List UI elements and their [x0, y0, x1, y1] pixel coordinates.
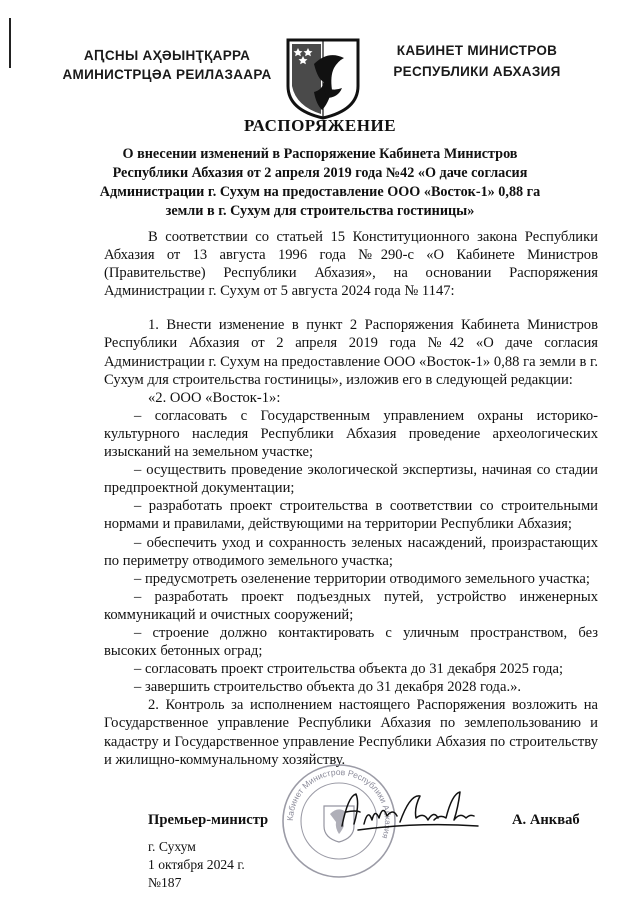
svg-text:Кабинет Министров Республики А: Кабинет Министров Республики Абхазия: [284, 766, 394, 841]
list-item: – согласовать с Государственным управлением охраны историко-культурного наследия Республики Абхазия проведение археологических изысканий на земельном участке;: [104, 407, 598, 461]
document-body: [104, 228, 598, 769]
list-item: – строение должно контактировать с уличным пространством, без высоких бетонных оград;: [104, 624, 598, 660]
footer-number: №187: [148, 875, 182, 890]
state-emblem-icon: [284, 34, 362, 120]
list-item: – разработать проект строительства в соответствии со строительными нормами и правилами, действующими на территории Республики Абхазия;: [104, 498, 598, 533]
footer-city: г. Сухум: [148, 839, 196, 854]
document-subject: О внесении изменений в Распоряжение Кабинета Министров Республики Абхазия от 2 апреля 2019 года №42 «О даче согласия Администрации г. Сухум на предоставление ООО «Восток-1» 0,88 га земли в г. Сухум для строительства гостиницы»: [99, 146, 541, 219]
header-russian-line2: РЕСПУБЛИКИ АБХАЗИЯ: [393, 64, 561, 79]
preamble-paragraph: В соответствии со статьей 15 Конституционного закона Республики Абхазия от 13 августа 1996 года №290-с «О Кабинете Министров (Правительстве) Республики Абхазия», на основании Распоряжения Администрации г. Сухум от 5 августа 2024 года № 1147:: [104, 229, 598, 300]
list-item: – согласовать проект строительства объекта до 31 декабря 2025 года;: [134, 661, 564, 678]
header-abkhaz-line1: АԤСНЫ АҲӘЫНҬҚАРРА: [83, 48, 251, 63]
header-abkhaz-line2: АМИНИСТРЦӘА РЕИЛАЗААРА: [62, 67, 272, 82]
header-russian-line1: КАБИНЕТ МИНИСТРОВ: [396, 43, 558, 58]
scan-edge-line: [9, 18, 11, 68]
header-abkhaz: [58, 46, 276, 84]
list-item: – обеспечить уход и сохранность зеленых насаждений, произрастающих по периметру отводимого земельного участка;: [104, 534, 598, 569]
list-item: – разработать проект подъездных путей, устройство инженерных коммуникаций и очистных сооружений;: [104, 588, 598, 623]
list-item: – предусмотреть озеленение территории отводимого земельного участка;: [134, 570, 590, 587]
handwritten-signature-icon: [338, 790, 488, 838]
item-2-paragraph: 2. Контроль за исполнением настоящего Распоряжения возложить на Государственное управление Республики Абхазия по землепользованию и кадастру и Государственное управление Республики Абхазия по строительству и жилищно-коммунальному хозяйству.: [104, 697, 598, 768]
list-item: – завершить строительство объекта до 31 декабря 2028 года.».: [134, 679, 522, 696]
document-title: РАСПОРЯЖЕНИЕ: [243, 116, 397, 135]
signatory-position: Премьер-министр: [148, 812, 269, 828]
item-1-quote: «2. ООО «Восток-1»:: [148, 389, 281, 406]
item-1-paragraph: 1. Внести изменение в пункт 2 Распоряжения Кабинета Министров Республики Абхазия от 2 апреля 2019 года №42 «О даче согласия Администрации г. Сухум на предоставление ООО «Восток-1» 0,88 га земли в г. Сухум для строительства гостиницы», изложив его в следующей редакции:: [104, 317, 598, 388]
footer-date: 1 октября 2024 г.: [148, 857, 245, 872]
header-russian: [372, 40, 582, 82]
document-footer: [148, 838, 245, 892]
list-item: – осуществить проведение экологической экспертизы, начиная со стадии предпроектной документации;: [104, 462, 598, 497]
signatory-name: А. Анкваб: [512, 812, 580, 828]
